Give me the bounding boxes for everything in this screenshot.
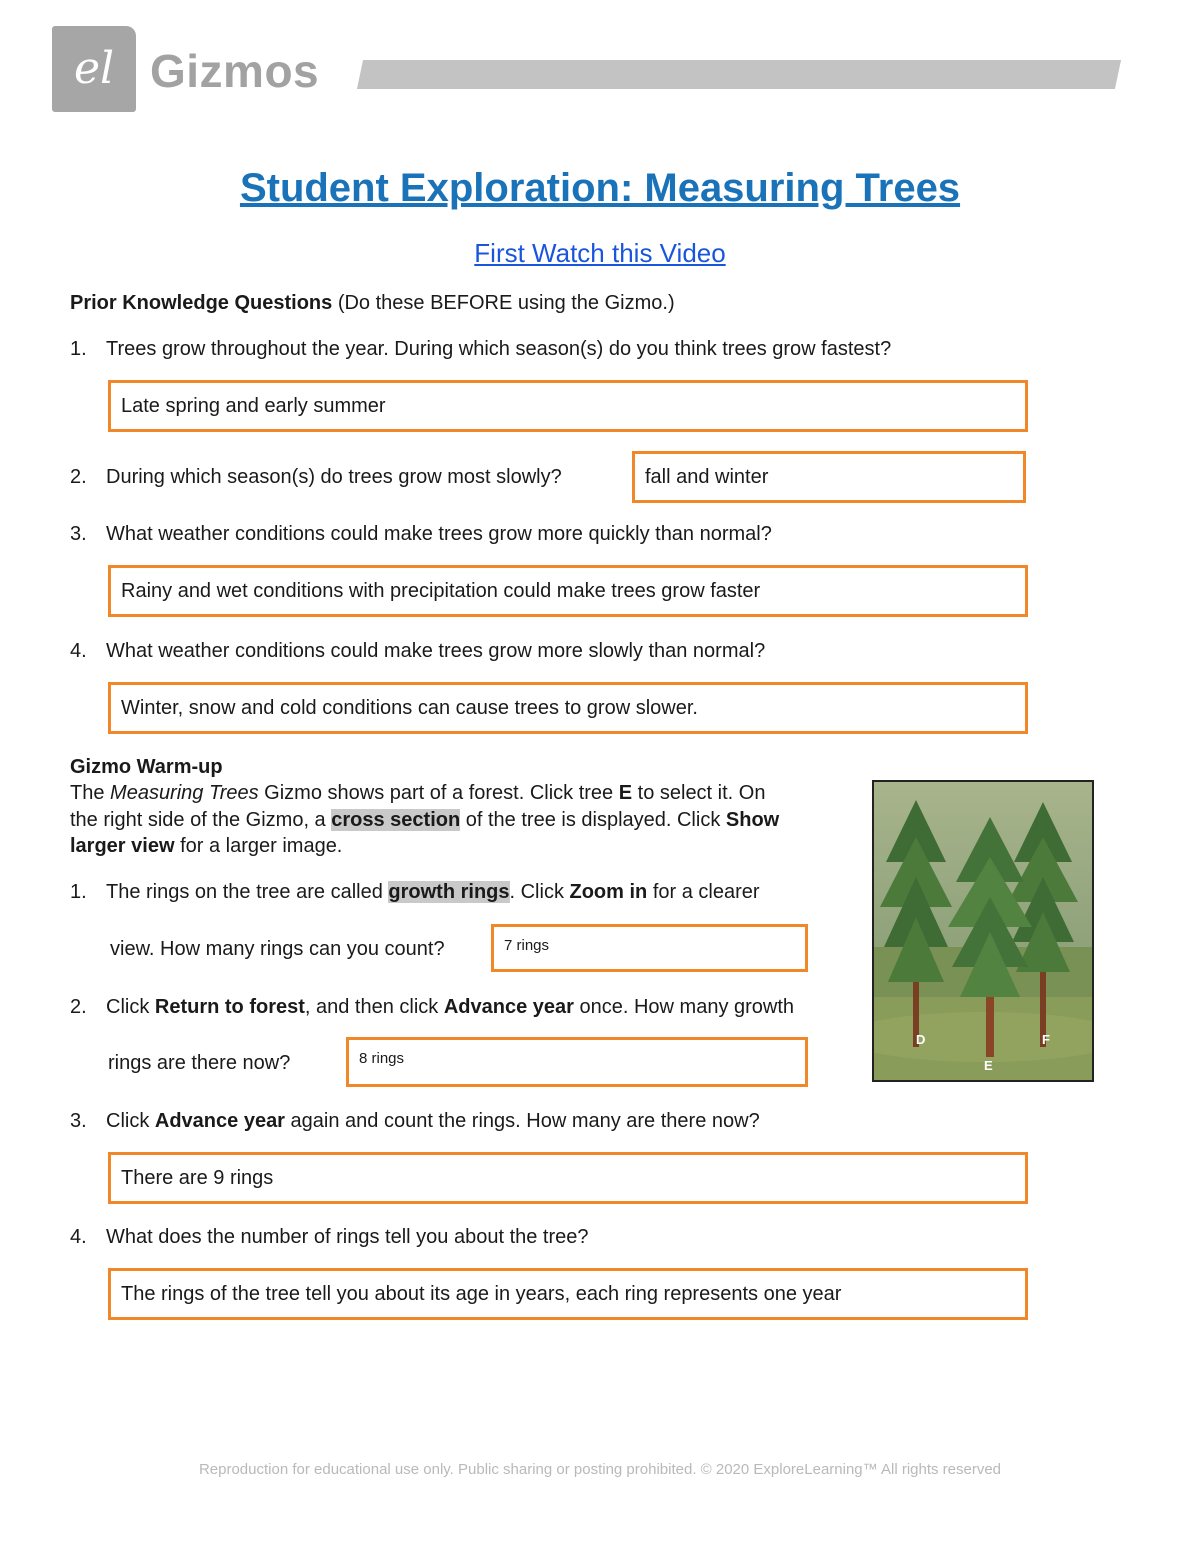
- question-text: [106, 996, 794, 1019]
- warmup-intro-line2: [70, 809, 779, 832]
- zoom-in-term: Zoom in: [569, 881, 648, 903]
- question-text-part: again and count the rings. How many are there now?: [284, 1110, 760, 1132]
- question-number: 1.: [70, 881, 87, 903]
- tree-label-f: F: [1042, 1032, 1050, 1047]
- answer-field[interactable]: There are 9 rings: [108, 1152, 1028, 1204]
- question-text-part: once. How many growth: [573, 996, 795, 1018]
- warmup-heading: Gizmo Warm-up: [70, 756, 223, 778]
- question-text-line2: view. How many rings can you count?: [110, 938, 445, 960]
- return-to-forest-term: Return to forest: [154, 996, 305, 1018]
- show-term: Show: [725, 809, 780, 831]
- cross-section-term: cross section: [331, 809, 461, 831]
- warmup-text: The: [70, 782, 111, 804]
- question-number: 4.: [70, 640, 87, 662]
- answer-field[interactable]: 7 rings: [491, 924, 808, 972]
- gizmo-name: Measuring Trees: [110, 782, 259, 804]
- warmup-intro-line3: [70, 835, 342, 858]
- question-text-part: for a clearer: [647, 881, 760, 903]
- answer-field[interactable]: Winter, snow and cold conditions can cause trees to grow slower.: [108, 682, 1028, 734]
- question-number: 1.: [70, 338, 87, 360]
- warmup-text: for a larger image.: [174, 835, 343, 857]
- question-number: 3.: [70, 1110, 87, 1132]
- advance-year-term: Advance year: [443, 996, 574, 1018]
- question-text: What does the number of rings tell you about the tree?: [106, 1226, 589, 1248]
- page-title: Student Exploration: Measuring Trees: [239, 166, 961, 210]
- larger-view-term: larger view: [70, 835, 175, 857]
- question-text-part: The rings on the tree are called: [106, 881, 389, 903]
- answer-field[interactable]: 8 rings: [346, 1037, 808, 1087]
- warmup-text: of the tree is displayed. Click: [460, 809, 726, 831]
- prior-knowledge-note: (Do these BEFORE using the Gizmo.): [332, 292, 675, 314]
- question-text: What weather conditions could make trees grow more quickly than normal?: [106, 523, 772, 545]
- explorelearning-logo: el: [52, 26, 136, 112]
- tree-label-e: E: [984, 1058, 993, 1073]
- answer-field[interactable]: The rings of the tree tell you about its age in years, each ring represents one year: [108, 1268, 1028, 1320]
- question-text: [106, 881, 760, 904]
- question-text-line2: rings are there now?: [108, 1052, 291, 1074]
- question-text: During which season(s) do trees grow most slowly?: [106, 466, 562, 488]
- advance-year-term: Advance year: [154, 1110, 285, 1132]
- question-number: 2.: [70, 996, 87, 1018]
- question-number: 2.: [70, 466, 87, 488]
- answer-field[interactable]: Rainy and wet conditions with precipitation could make trees grow faster: [108, 565, 1028, 617]
- question-text: Trees grow throughout the year. During which season(s) do you think trees grow fastest?: [106, 338, 892, 360]
- warmup-text: Gizmo shows part of a forest. Click tree: [258, 782, 619, 804]
- video-link[interactable]: First Watch this Video: [474, 238, 726, 268]
- warmup-text: the right side of the Gizmo, a: [70, 809, 332, 831]
- question-text-part: , and then click: [304, 996, 444, 1018]
- question-text: [106, 1110, 760, 1133]
- prior-knowledge-heading: Prior Knowledge Questions: [70, 292, 333, 314]
- tree-label: E: [618, 782, 633, 804]
- question-text: What weather conditions could make trees grow more slowly than normal?: [106, 640, 766, 662]
- question-text-part: Click: [106, 996, 155, 1018]
- forest-image: [872, 780, 1094, 1082]
- tree-label-d: D: [916, 1032, 926, 1047]
- answer-field[interactable]: fall and winter: [632, 451, 1026, 503]
- gizmos-brand-name: Gizmos: [150, 45, 320, 97]
- answer-field[interactable]: Late spring and early summer: [108, 380, 1028, 432]
- question-text-part: . Click: [509, 881, 570, 903]
- prior-knowledge-section: [70, 292, 675, 315]
- footer-copyright: Reproduction for educational use only. Public sharing or posting prohibited. © 2020 ExploreLearning™ All rights reserved: [198, 1461, 1002, 1478]
- warmup-intro-line1: [70, 782, 765, 805]
- header-decorative-bar: [357, 60, 1121, 89]
- question-number: 4.: [70, 1226, 87, 1248]
- question-number: 3.: [70, 523, 87, 545]
- warmup-text: to select it. On: [632, 782, 766, 804]
- question-text-part: Click: [106, 1110, 155, 1132]
- growth-rings-term: growth rings: [388, 881, 510, 903]
